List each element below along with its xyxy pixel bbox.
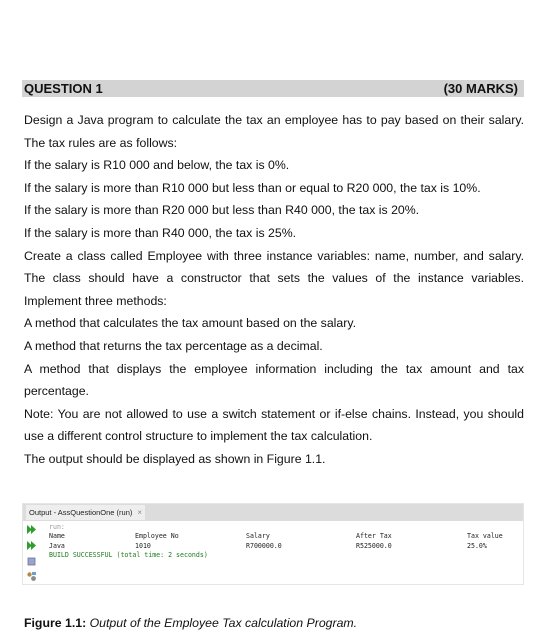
console-data-row — [45, 542, 519, 551]
cell-employee-no: 1010 — [135, 541, 151, 550]
output-tab-bar — [23, 504, 523, 521]
question-marks: (30 MARKS) — [443, 81, 518, 96]
rerun-icon[interactable] — [26, 524, 37, 535]
close-icon[interactable]: × — [137, 508, 143, 517]
output-toolbar — [23, 521, 41, 585]
output-tab[interactable] — [26, 505, 145, 520]
console-output — [45, 523, 519, 560]
console-header-row — [45, 532, 519, 541]
method-1: A method that calculates the tax amount based on the salary. — [24, 316, 356, 331]
output-tab-label: Output - AssQuestionOne (run) — [29, 508, 133, 517]
method-3: A method that displays the employee information including the tax amount and tax percentage. — [24, 361, 524, 399]
paragraph-intro: Design a Java program to calculate the tax an employee has to pay based on their salary. The tax rules are as follows: — [24, 113, 524, 150]
tax-rule-1: If the salary is R10 000 and below, the tax is 0%. — [24, 158, 290, 173]
figure-label: Figure 1.1: — [24, 616, 87, 630]
method-2: A method that returns the tax percentage as a decimal. — [24, 338, 323, 353]
header-tax-value: Tax value — [467, 532, 503, 541]
stop-icon[interactable] — [26, 556, 37, 567]
tax-rule-2: If the salary is more than R10 000 but less than or equal to R20 000, the tax is 10%. — [24, 180, 481, 195]
run-text: run: — [49, 523, 65, 531]
output-window — [22, 503, 524, 585]
cell-salary: R700000.0 — [246, 541, 282, 550]
output-body — [23, 521, 523, 585]
cell-name: Java — [49, 541, 65, 550]
tax-rule-4: If the salary is more than R40 000, the tax is 25%. — [24, 225, 297, 240]
header-name: Name — [49, 532, 65, 541]
paragraph-class-spec: Create a class called Employee with three instance variables: name, number, and salary. The class should have a constructor that sets the values of the instance variables. Implement three methods: — [24, 248, 524, 308]
header-after-tax: After Tax — [356, 532, 392, 541]
paragraph-note: Note: You are not allowed to use a switch statement or if-else chains. Instead, you should use a different control structure to implement the tax calculation. — [24, 406, 524, 444]
figure-caption — [24, 616, 357, 630]
settings-icon[interactable] — [26, 571, 37, 582]
console-build-line — [45, 551, 519, 560]
question-header — [22, 80, 524, 97]
figure-title: Output of the Employee Tax calculation Program. — [89, 616, 358, 630]
tax-rule-3: If the salary is more than R20 000 but less than R40 000, the tax is 20%. — [24, 203, 420, 218]
question-body — [24, 109, 524, 471]
header-employee-no: Employee No — [135, 532, 179, 541]
console-run-line — [45, 523, 519, 532]
cell-after-tax: R525000.0 — [356, 541, 392, 550]
rerun-with-settings-icon[interactable] — [26, 540, 37, 551]
question-title: QUESTION 1 — [24, 81, 103, 96]
header-salary: Salary — [246, 532, 270, 541]
paragraph-output: The output should be displayed as shown in Figure 1.1. — [24, 451, 326, 466]
build-status: BUILD SUCCESSFUL (total time: 2 seconds) — [49, 550, 208, 559]
cell-tax-value: 25.0% — [467, 541, 487, 550]
